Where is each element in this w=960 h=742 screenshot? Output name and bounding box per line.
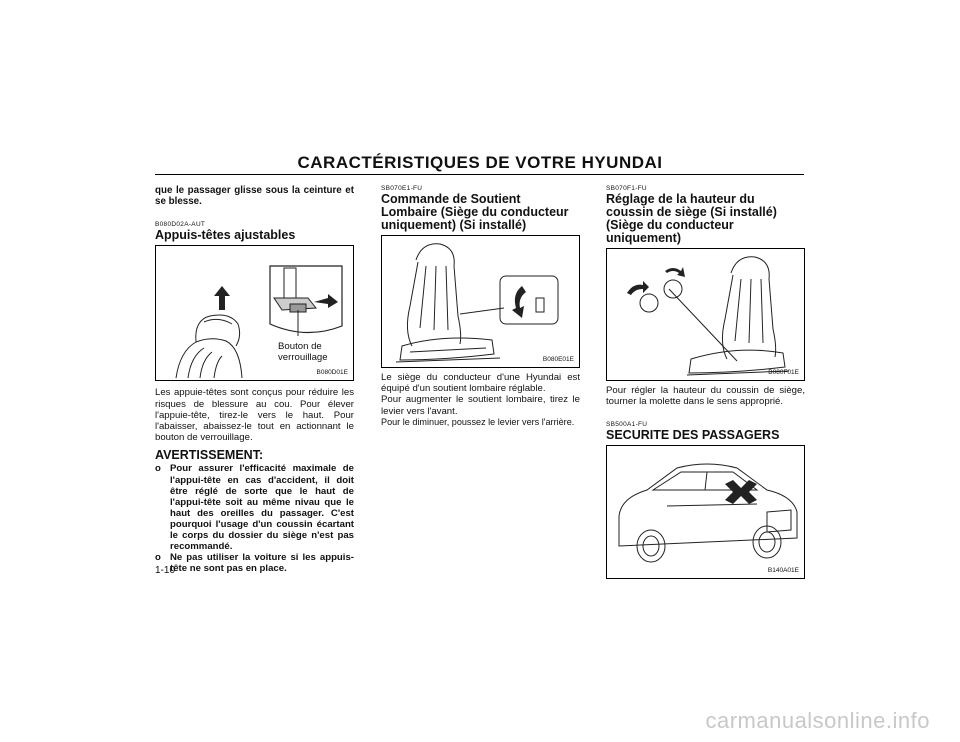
passenger-safety-figure <box>606 445 805 579</box>
section-heading: Commande de Soutient Lombaire (Siège du conducteur uniquement) (Si installé) <box>381 192 569 232</box>
body-text-2: Pour augmenter le soutient lombaire, tirez le levier vers l'avant. <box>381 394 580 417</box>
warning-item <box>155 463 354 552</box>
warning-text: Ne pas utiliser la voiture si les appuis-tête ne sont pas en place. <box>170 552 354 575</box>
body-text: Les appuie-têtes sont conçus pour réduire les risques de blessure au cou. Pour élever l'appuie-tête, tirez-le vers le haut. Pour l'abaisser, abaissez-le tout en actionnant le bouton de verrouillage. <box>155 387 354 444</box>
figure-code: B080D01E <box>316 369 348 377</box>
car-illustration <box>607 446 804 578</box>
lock-button-callout: Bouton de verrouillage <box>278 341 328 364</box>
section-code: B080D02A-AUT <box>155 221 206 229</box>
section-heading: Réglage de la hauteur du coussin de siège (Si installé) (Siège du conducteur uniquement) <box>606 192 777 245</box>
page-title: CARACTÉRISTIQUES DE VOTRE HYUNDAI <box>297 153 663 172</box>
body-text-3: Pour le diminuer, poussez le levier vers l'arrière. <box>381 416 575 427</box>
figure-code: B080F01E <box>768 369 799 376</box>
section-heading: Appuis-têtes ajustables <box>155 228 296 243</box>
lumbar-figure <box>381 235 580 368</box>
section-code-2: SB500A1-FU <box>606 421 648 429</box>
column-1 <box>155 185 354 574</box>
lumbar-illustration <box>382 236 579 367</box>
title-rule <box>155 174 804 175</box>
warning-heading: AVERTISSEMENT: <box>155 448 264 463</box>
section-heading-2: SECURITE DES PASSAGERS <box>606 428 780 443</box>
intro-text: que le passager glisse sous la ceinture et se blesse. <box>155 185 354 208</box>
headrest-figure <box>155 245 354 381</box>
bullet: o <box>155 463 161 475</box>
section-code: SB070F1-FU <box>606 185 647 192</box>
figure-code: B080E01E <box>542 356 574 363</box>
body-text-1: Le siège du conducteur d'une Hyundai est équipé d'un soutient lombaire réglable. <box>381 372 580 395</box>
body-text: Pour régler la hauteur du coussin de siège, tourner la molette dans le sens approprié. <box>606 385 805 408</box>
warning-item <box>155 552 354 574</box>
bullet: o <box>155 552 161 564</box>
page-number: 1-10 <box>155 565 176 576</box>
column-3 <box>606 185 805 579</box>
watermark: carmanualsonline.info <box>705 708 930 733</box>
seat-height-illustration <box>607 249 804 380</box>
figure-code: B140A01E <box>767 567 799 575</box>
warning-text: Pour assurer l'efficacité maximale de l'appui-tête en cas d'accident, il doit être réglé de sorte que le haut de l'appui-tête soit au même nivau que le haut des oreilles du passager. C'est pourquoi l'usage d'un coussin écartant le corps du dossier du siège n'est pas recommandé. <box>170 463 354 553</box>
section-code: SB070E1-FU <box>381 185 423 192</box>
column-2 <box>381 185 580 428</box>
seat-height-figure <box>606 248 805 381</box>
